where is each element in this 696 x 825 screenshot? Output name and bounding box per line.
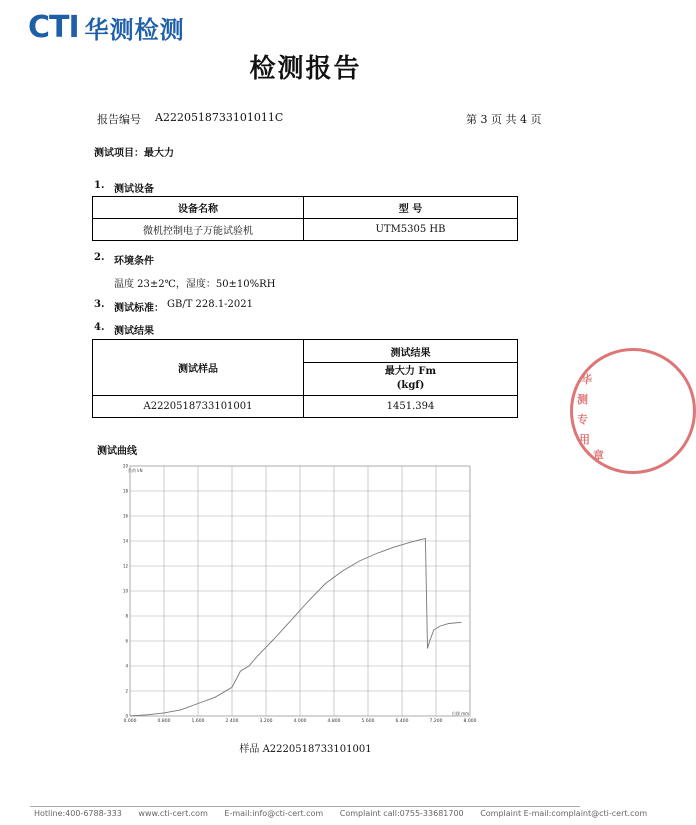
- x-axis-label: 位移 mm: [452, 711, 470, 716]
- y-axis-ticks: [123, 464, 129, 719]
- section-2-title: 环境条件: [114, 256, 154, 267]
- x-tick-7: 5.600: [361, 719, 375, 724]
- x-tick-5: 4.000: [293, 719, 307, 724]
- results-header-result: 测试结果: [304, 340, 518, 363]
- x-tick-3: 2.400: [225, 719, 239, 724]
- results-subheader: 最大力 Fm: [384, 366, 437, 377]
- x-tick-10: 8.000: [463, 719, 477, 724]
- seal-char-1: 华: [581, 373, 592, 386]
- seal-char-5: 章: [593, 449, 604, 462]
- equipment-header-name: 设备名称: [93, 197, 304, 219]
- standard-text: GB/T 228.1-2021: [167, 299, 254, 310]
- page-indicator: 第 3 页 共 4 页: [466, 113, 542, 126]
- y-tick-2: 4: [125, 663, 128, 669]
- logo-brand: CTI: [28, 9, 79, 45]
- x-axis-ticks: [124, 718, 477, 724]
- seal-char-2: 测: [577, 393, 588, 406]
- results-sample: A2220518733101001: [93, 396, 304, 418]
- x-tick-0: 0.000: [123, 719, 137, 724]
- y-tick-1: 2: [125, 688, 128, 694]
- y-tick-3: 6: [125, 638, 128, 644]
- footer-complaint-email: Complaint E-mail:complaint@cti-cert.com: [480, 809, 648, 818]
- footer-divider: [30, 806, 580, 807]
- series-line: [130, 539, 462, 717]
- x-tick-6: 4.800: [327, 719, 341, 724]
- footer-email: E-mail:info@cti-cert.com: [224, 809, 324, 818]
- force-displacement-chart: [120, 462, 480, 742]
- test-item: 测试项目：最大力: [94, 148, 174, 159]
- y-tick-4: 8: [125, 613, 128, 619]
- results-header-sample: 测试样品: [93, 340, 304, 396]
- results-value: 1451.394: [304, 396, 518, 418]
- y-tick-7: 14: [122, 538, 128, 544]
- official-seal: [570, 348, 696, 474]
- report-number: A2220518733101011C: [155, 111, 284, 124]
- report-number-label: 报告编号: [97, 113, 141, 126]
- section-2-num: 2.: [94, 252, 105, 263]
- footer-website: www.cti-cert.com: [138, 809, 208, 818]
- equipment-model: UTM5305 HB: [304, 219, 518, 241]
- results-table: [92, 339, 518, 418]
- equipment-header-model: 型 号: [304, 197, 518, 219]
- footer-hotline: Hotline:400-6788-333: [34, 809, 122, 818]
- y-tick-10: 20: [122, 463, 128, 469]
- chart-caption: 样品 A2220518733101001: [239, 744, 372, 755]
- equipment-table: [92, 196, 518, 241]
- y-axis-label: 负荷 kN: [128, 468, 143, 473]
- x-tick-2: 1.600: [191, 719, 205, 724]
- y-tick-5: 10: [122, 588, 128, 594]
- chart-grid: [130, 466, 470, 716]
- section-3-num: 3.: [94, 299, 105, 310]
- footer: [34, 809, 661, 818]
- footer-complaint-call: Complaint call:0755-33681700: [339, 809, 464, 818]
- section-1-title: 测试设备: [114, 184, 154, 195]
- seal-char-3: 专: [577, 413, 588, 426]
- x-tick-8: 6.400: [395, 719, 409, 724]
- equipment-name: 微机控制电子万能试验机: [93, 219, 304, 241]
- company-logo: [28, 10, 185, 44]
- results-header-maxforce: [304, 363, 518, 396]
- section-3-title: 测试标准：: [114, 303, 164, 314]
- y-tick-8: 16: [122, 513, 128, 519]
- seal-char-4: 用: [579, 433, 590, 446]
- x-tick-1: 0.800: [157, 719, 171, 724]
- section-1-num: 1.: [94, 180, 105, 191]
- section-4-num: 4.: [94, 322, 105, 333]
- y-tick-9: 18: [122, 488, 128, 494]
- environment-text: 温度 23±2℃，湿度：50±10%RH: [114, 279, 276, 290]
- report-title: 检测报告: [249, 54, 362, 84]
- x-tick-9: 7.200: [429, 719, 443, 724]
- y-tick-6: 12: [122, 563, 128, 569]
- section-4-title: 测试结果: [114, 326, 154, 337]
- x-tick-4: 3.200: [259, 719, 273, 724]
- logo-name: 华测检测: [84, 15, 185, 44]
- y-tick-0: 0: [125, 713, 128, 719]
- curve-label: 测试曲线: [97, 446, 137, 457]
- results-unit: (kgf): [396, 380, 425, 391]
